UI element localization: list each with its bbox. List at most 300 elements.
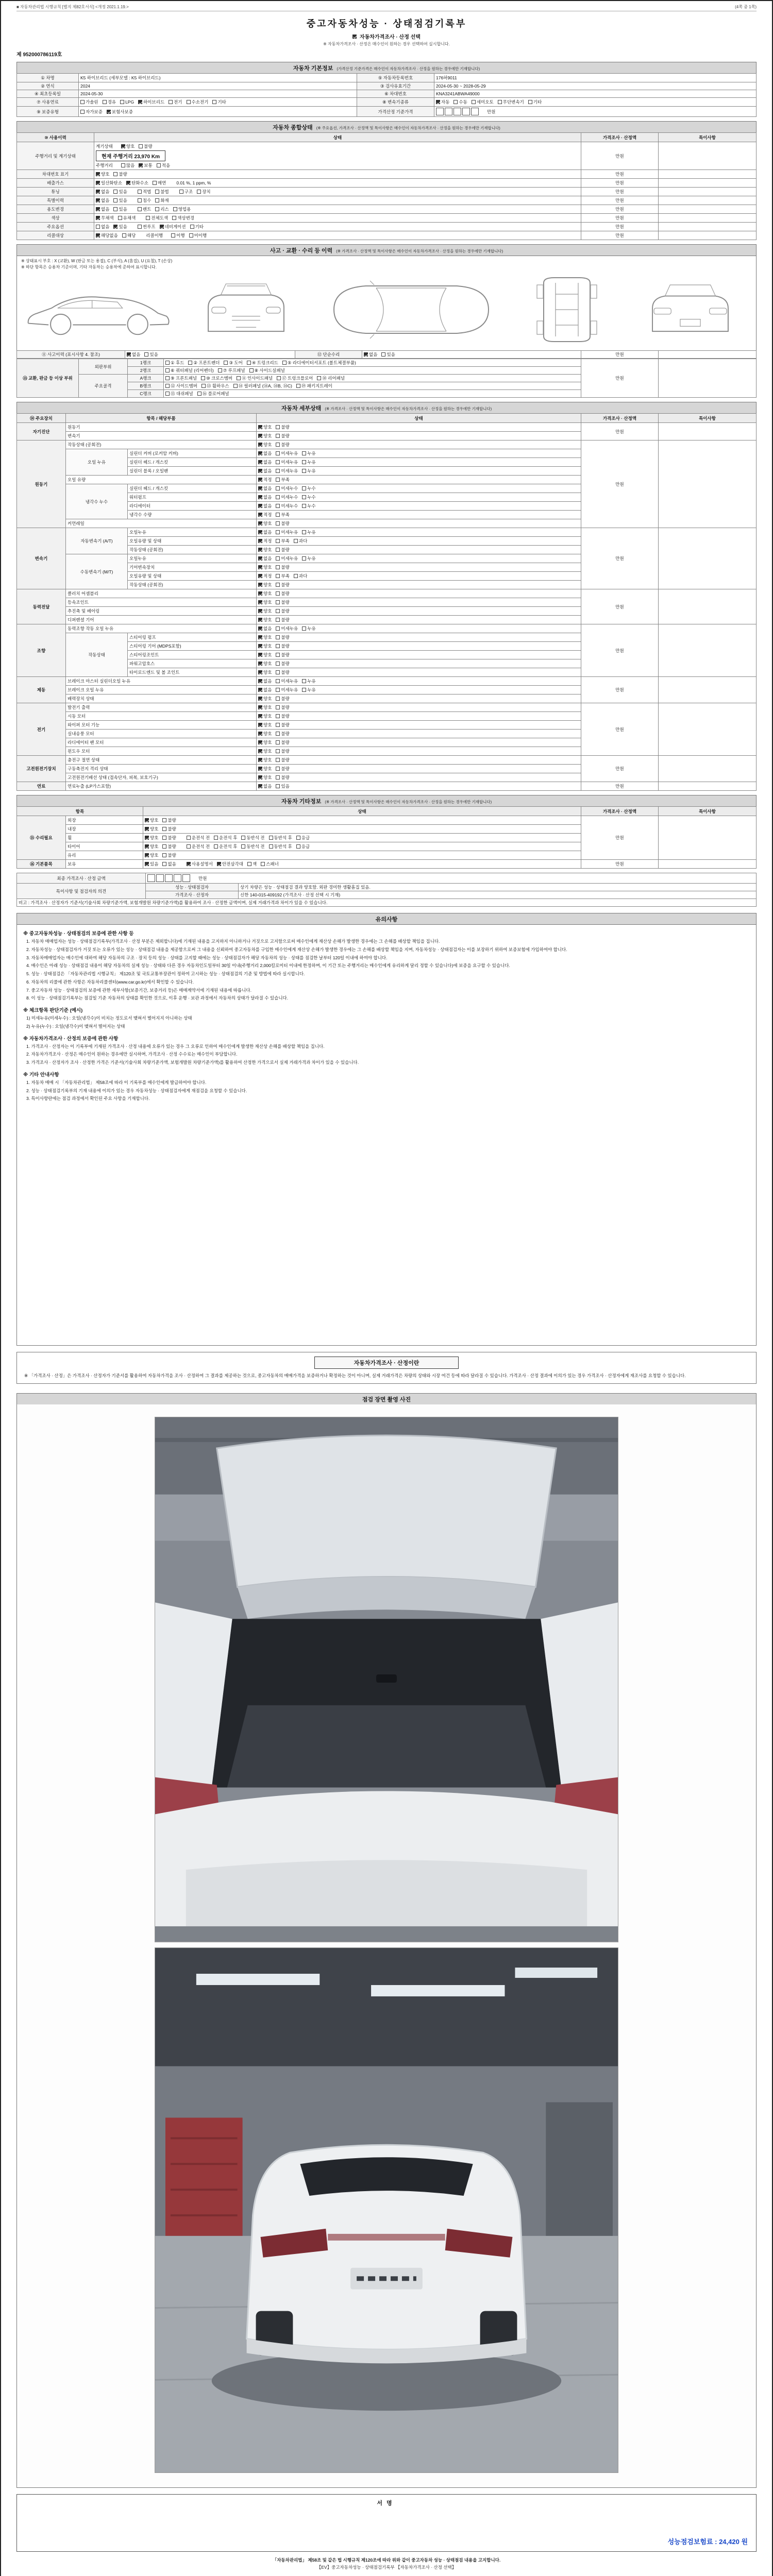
checkbox-option[interactable] xyxy=(269,843,292,850)
checkbox[interactable] xyxy=(302,504,306,508)
checkbox-option[interactable] xyxy=(276,503,298,509)
checkbox[interactable] xyxy=(317,376,321,380)
checkbox-option[interactable] xyxy=(120,99,134,105)
checkbox-option[interactable] xyxy=(258,494,272,500)
checkbox-option[interactable] xyxy=(145,861,158,867)
checkbox[interactable] xyxy=(258,583,262,587)
checkbox[interactable] xyxy=(472,100,476,104)
checkbox[interactable] xyxy=(122,233,126,238)
checkbox[interactable] xyxy=(381,352,385,357)
checkbox-option[interactable] xyxy=(173,206,191,212)
checkbox-option[interactable] xyxy=(165,360,184,366)
checkbox-option[interactable] xyxy=(276,766,289,772)
checkbox-option[interactable] xyxy=(261,861,279,867)
checkbox[interactable] xyxy=(155,190,159,194)
checkbox-option[interactable] xyxy=(258,582,272,588)
checkbox-option[interactable] xyxy=(258,766,272,772)
checkbox[interactable] xyxy=(261,862,265,866)
checkbox[interactable] xyxy=(276,565,280,569)
checkbox[interactable] xyxy=(258,443,262,447)
checkbox-option[interactable] xyxy=(258,625,272,632)
checkbox-option[interactable] xyxy=(258,520,272,527)
checkbox-option[interactable] xyxy=(258,424,272,430)
checkbox-option[interactable] xyxy=(201,375,232,381)
checkbox[interactable] xyxy=(237,376,241,380)
checkbox-option[interactable] xyxy=(169,99,182,105)
checkbox-option[interactable] xyxy=(113,189,127,195)
checkbox-option[interactable] xyxy=(96,206,109,212)
checkbox-option[interactable] xyxy=(138,224,156,230)
checkbox-option[interactable] xyxy=(155,197,169,204)
checkbox[interactable] xyxy=(96,198,100,202)
checkbox-option[interactable] xyxy=(157,162,170,168)
checkbox[interactable] xyxy=(282,361,287,365)
checkbox-option[interactable] xyxy=(276,450,298,456)
checkbox[interactable] xyxy=(144,352,148,357)
checkbox-option[interactable] xyxy=(165,367,214,374)
checkbox[interactable] xyxy=(249,368,254,372)
checkbox-option[interactable] xyxy=(276,538,289,544)
checkbox-option[interactable] xyxy=(276,748,289,754)
checkbox-option[interactable] xyxy=(269,835,292,841)
checkbox-option[interactable] xyxy=(113,206,127,212)
checkbox-option[interactable] xyxy=(258,634,272,640)
checkbox-option[interactable] xyxy=(96,232,118,239)
checkbox-option[interactable] xyxy=(276,512,289,518)
checkbox[interactable] xyxy=(276,775,280,779)
checkbox-option[interactable] xyxy=(162,843,176,850)
checkbox[interactable] xyxy=(113,190,117,194)
checkbox[interactable] xyxy=(302,679,306,683)
checkbox-option[interactable] xyxy=(247,861,257,867)
checkbox-option[interactable] xyxy=(96,189,109,195)
checkbox[interactable] xyxy=(145,853,149,857)
checkbox-option[interactable] xyxy=(96,197,109,204)
checkbox-option[interactable] xyxy=(162,826,176,832)
checkbox-option[interactable] xyxy=(258,555,272,562)
checkbox[interactable] xyxy=(276,556,280,561)
checkbox-option[interactable] xyxy=(107,109,133,115)
checkbox-option[interactable] xyxy=(276,634,289,640)
checkbox[interactable] xyxy=(187,844,191,849)
checkbox[interactable] xyxy=(296,836,300,840)
checkbox-option[interactable] xyxy=(276,739,289,745)
checkbox[interactable] xyxy=(276,548,280,552)
checkbox[interactable] xyxy=(162,836,166,840)
checkbox-option[interactable] xyxy=(277,375,313,381)
checkbox[interactable] xyxy=(258,679,262,683)
checkbox[interactable] xyxy=(121,144,125,148)
checkbox-option[interactable] xyxy=(190,224,204,230)
checkbox-option[interactable] xyxy=(214,843,237,850)
checkbox-option[interactable] xyxy=(258,617,272,623)
checkbox-option[interactable] xyxy=(187,835,210,841)
checkbox[interactable] xyxy=(276,451,280,455)
checkbox-option[interactable] xyxy=(201,383,229,389)
checkbox[interactable] xyxy=(302,530,306,534)
checkbox[interactable] xyxy=(96,190,100,194)
checkbox[interactable] xyxy=(302,688,306,692)
checkbox[interactable] xyxy=(189,233,193,238)
checkbox[interactable] xyxy=(276,478,280,482)
checkbox[interactable] xyxy=(258,521,262,526)
checkbox-option[interactable] xyxy=(258,538,272,544)
checkbox[interactable] xyxy=(276,443,280,447)
checkbox[interactable] xyxy=(190,225,194,229)
checkbox[interactable] xyxy=(364,352,368,357)
checkbox-option[interactable] xyxy=(302,503,315,509)
checkbox-option[interactable] xyxy=(144,351,158,358)
checkbox-option[interactable] xyxy=(276,696,289,702)
checkbox[interactable] xyxy=(258,565,262,569)
checkbox-option[interactable] xyxy=(258,468,272,474)
checkbox[interactable] xyxy=(214,836,218,840)
checkbox[interactable] xyxy=(145,818,149,822)
checkbox[interactable] xyxy=(276,749,280,753)
checkbox[interactable] xyxy=(302,486,306,490)
checkbox-option[interactable] xyxy=(218,367,245,374)
checkbox-option[interactable] xyxy=(121,143,135,149)
checkbox-option[interactable] xyxy=(302,625,315,632)
checkbox-option[interactable] xyxy=(96,171,109,177)
checkbox-option[interactable] xyxy=(258,652,272,658)
checkbox-option[interactable] xyxy=(276,529,298,535)
checkbox-option[interactable] xyxy=(276,590,289,597)
checkbox[interactable] xyxy=(258,478,262,482)
checkbox[interactable] xyxy=(276,530,280,534)
checkbox[interactable] xyxy=(138,198,142,202)
checkbox-option[interactable] xyxy=(258,459,272,465)
checkbox-option[interactable] xyxy=(153,180,166,186)
checkbox-option[interactable] xyxy=(276,424,289,430)
checkbox-option[interactable] xyxy=(126,180,148,186)
checkbox-option[interactable] xyxy=(162,852,176,858)
checkbox[interactable] xyxy=(258,600,262,604)
checkbox[interactable] xyxy=(187,100,191,104)
checkbox-option[interactable] xyxy=(187,843,210,850)
checkbox[interactable] xyxy=(188,361,192,365)
checkbox[interactable] xyxy=(80,110,85,114)
checkbox-option[interactable] xyxy=(155,189,169,195)
checkbox[interactable] xyxy=(258,548,262,552)
checkbox-option[interactable] xyxy=(258,608,272,614)
checkbox-option[interactable] xyxy=(241,835,264,841)
checkbox[interactable] xyxy=(258,495,262,499)
checkbox-option[interactable] xyxy=(187,99,209,105)
checkbox[interactable] xyxy=(187,836,191,840)
checkbox-option[interactable] xyxy=(258,678,272,684)
checkbox-option[interactable] xyxy=(276,608,289,614)
checkbox[interactable] xyxy=(276,714,280,718)
checkbox-option[interactable] xyxy=(258,503,272,509)
checkbox[interactable] xyxy=(155,207,159,211)
checkbox[interactable] xyxy=(107,110,111,114)
checkbox[interactable] xyxy=(113,225,117,229)
checkbox[interactable] xyxy=(162,853,166,857)
checkbox[interactable] xyxy=(233,384,238,388)
checkbox[interactable] xyxy=(258,784,262,788)
checkbox-option[interactable] xyxy=(276,704,289,710)
checkbox-option[interactable] xyxy=(276,774,289,781)
checkbox[interactable] xyxy=(113,172,117,176)
checkbox-option[interactable] xyxy=(155,206,169,212)
checkbox[interactable] xyxy=(172,216,176,220)
checkbox-option[interactable] xyxy=(162,817,176,823)
checkbox-option[interactable] xyxy=(80,99,98,105)
checkbox[interactable] xyxy=(436,100,440,104)
checkbox[interactable] xyxy=(276,591,280,596)
checkbox[interactable] xyxy=(145,836,149,840)
checkbox-option[interactable] xyxy=(276,459,298,465)
checkbox-option[interactable] xyxy=(118,215,136,221)
checkbox[interactable] xyxy=(162,827,166,831)
checkbox[interactable] xyxy=(127,352,131,357)
checkbox[interactable] xyxy=(276,758,280,762)
checkbox-option[interactable] xyxy=(276,625,298,632)
checkbox[interactable] xyxy=(212,100,216,104)
checkbox-option[interactable] xyxy=(258,529,272,535)
checkbox[interactable] xyxy=(302,451,306,455)
checkbox-option[interactable] xyxy=(276,468,298,474)
checkbox-option[interactable] xyxy=(258,590,272,597)
checkbox-option[interactable] xyxy=(258,739,272,745)
checkbox[interactable] xyxy=(276,513,280,517)
checkbox[interactable] xyxy=(302,556,306,561)
checkbox[interactable] xyxy=(241,844,245,849)
checkbox[interactable] xyxy=(276,662,280,666)
checkbox[interactable] xyxy=(258,539,262,543)
checkbox[interactable] xyxy=(453,100,458,104)
price-assessment-checkbox[interactable] xyxy=(352,35,357,39)
checkbox[interactable] xyxy=(165,392,170,396)
checkbox-option[interactable] xyxy=(381,351,395,358)
checkbox-option[interactable] xyxy=(276,757,289,763)
checkbox[interactable] xyxy=(96,172,100,176)
checkbox[interactable] xyxy=(241,836,245,840)
checkbox-option[interactable] xyxy=(233,383,292,389)
checkbox[interactable] xyxy=(126,181,130,185)
checkbox[interactable] xyxy=(276,574,280,578)
checkbox[interactable] xyxy=(277,376,281,380)
checkbox[interactable] xyxy=(258,697,262,701)
checkbox[interactable] xyxy=(138,225,142,229)
checkbox[interactable] xyxy=(276,784,280,788)
checkbox-option[interactable] xyxy=(528,99,542,105)
checkbox-option[interactable] xyxy=(145,835,158,841)
checkbox[interactable] xyxy=(258,609,262,613)
checkbox-option[interactable] xyxy=(276,669,289,675)
checkbox[interactable] xyxy=(258,451,262,455)
checkbox-option[interactable] xyxy=(247,360,278,366)
checkbox-option[interactable] xyxy=(498,99,524,105)
checkbox-option[interactable] xyxy=(296,383,332,389)
checkbox[interactable] xyxy=(96,233,100,238)
checkbox-option[interactable] xyxy=(302,459,315,465)
checkbox[interactable] xyxy=(258,513,262,517)
checkbox[interactable] xyxy=(258,425,262,429)
checkbox-option[interactable] xyxy=(472,99,494,105)
checkbox-option[interactable] xyxy=(139,143,152,149)
checkbox[interactable] xyxy=(276,600,280,604)
checkbox-option[interactable] xyxy=(145,817,158,823)
checkbox-option[interactable] xyxy=(276,713,289,719)
checkbox[interactable] xyxy=(96,225,100,229)
checkbox[interactable] xyxy=(169,100,173,104)
checkbox-option[interactable] xyxy=(276,477,289,483)
checkbox[interactable] xyxy=(224,361,228,365)
checkbox[interactable] xyxy=(258,574,262,578)
checkbox-option[interactable] xyxy=(139,162,152,168)
checkbox-option[interactable] xyxy=(258,731,272,737)
checkbox[interactable] xyxy=(258,740,262,744)
checkbox[interactable] xyxy=(145,844,149,849)
checkbox[interactable] xyxy=(118,216,122,220)
checkbox-option[interactable] xyxy=(217,861,243,867)
checkbox[interactable] xyxy=(296,384,300,388)
checkbox-option[interactable] xyxy=(317,375,345,381)
checkbox[interactable] xyxy=(258,758,262,762)
checkbox[interactable] xyxy=(258,688,262,692)
checkbox[interactable] xyxy=(247,862,251,866)
checkbox[interactable] xyxy=(276,469,280,473)
checkbox[interactable] xyxy=(146,216,150,220)
checkbox[interactable] xyxy=(121,163,125,167)
checkbox[interactable] xyxy=(276,618,280,622)
checkbox[interactable] xyxy=(187,862,191,866)
checkbox[interactable] xyxy=(171,233,175,238)
checkbox-option[interactable] xyxy=(276,485,298,492)
checkbox[interactable] xyxy=(276,723,280,727)
checkbox-option[interactable] xyxy=(296,835,310,841)
checkbox[interactable] xyxy=(165,368,170,372)
checkbox[interactable] xyxy=(113,198,117,202)
checkbox[interactable] xyxy=(276,504,280,508)
checkbox[interactable] xyxy=(302,495,306,499)
checkbox[interactable] xyxy=(276,583,280,587)
checkbox-option[interactable] xyxy=(276,783,289,789)
checkbox-option[interactable] xyxy=(165,391,193,397)
checkbox[interactable] xyxy=(528,100,532,104)
checkbox-option[interactable] xyxy=(127,351,140,358)
checkbox-option[interactable] xyxy=(276,643,289,649)
checkbox-option[interactable] xyxy=(179,189,193,195)
checkbox[interactable] xyxy=(276,434,280,438)
checkbox-option[interactable] xyxy=(165,383,197,389)
checkbox-option[interactable] xyxy=(258,512,272,518)
checkbox[interactable] xyxy=(96,207,100,211)
checkbox-option[interactable] xyxy=(249,367,285,374)
checkbox-option[interactable] xyxy=(294,573,307,579)
checkbox[interactable] xyxy=(276,644,280,648)
checkbox-option[interactable] xyxy=(212,99,226,105)
checkbox[interactable] xyxy=(258,486,262,490)
checkbox[interactable] xyxy=(113,207,117,211)
checkbox[interactable] xyxy=(269,844,273,849)
checkbox[interactable] xyxy=(276,732,280,736)
checkbox-option[interactable] xyxy=(302,494,315,500)
checkbox-option[interactable] xyxy=(276,433,289,439)
checkbox-option[interactable] xyxy=(302,555,315,562)
checkbox[interactable] xyxy=(258,775,262,779)
checkbox[interactable] xyxy=(138,190,142,194)
checkbox-option[interactable] xyxy=(276,617,289,623)
checkbox-option[interactable] xyxy=(302,450,315,456)
checkbox-option[interactable] xyxy=(276,582,289,588)
checkbox[interactable] xyxy=(276,653,280,657)
checkbox-option[interactable] xyxy=(294,538,307,544)
checkbox-option[interactable] xyxy=(276,722,289,728)
checkbox[interactable] xyxy=(258,723,262,727)
checkbox[interactable] xyxy=(269,836,273,840)
checkbox[interactable] xyxy=(96,216,100,220)
checkbox[interactable] xyxy=(276,495,280,499)
checkbox[interactable] xyxy=(258,749,262,753)
checkbox[interactable] xyxy=(276,609,280,613)
checkbox[interactable] xyxy=(162,818,166,822)
checkbox-option[interactable] xyxy=(258,687,272,693)
checkbox-option[interactable] xyxy=(436,99,449,105)
checkbox[interactable] xyxy=(258,705,262,709)
checkbox[interactable] xyxy=(197,190,201,194)
checkbox[interactable] xyxy=(258,662,262,666)
checkbox[interactable] xyxy=(276,460,280,464)
checkbox-option[interactable] xyxy=(214,835,237,841)
checkbox-option[interactable] xyxy=(302,678,315,684)
checkbox[interactable] xyxy=(302,626,306,631)
checkbox-option[interactable] xyxy=(258,713,272,719)
checkbox-option[interactable] xyxy=(172,215,194,221)
checkbox[interactable] xyxy=(138,207,142,211)
checkbox[interactable] xyxy=(276,539,280,543)
checkbox-option[interactable] xyxy=(258,722,272,728)
checkbox-option[interactable] xyxy=(364,351,377,358)
checkbox-option[interactable] xyxy=(160,224,186,230)
checkbox-option[interactable] xyxy=(258,696,272,702)
checkbox[interactable] xyxy=(218,368,222,372)
checkbox-option[interactable] xyxy=(258,660,272,667)
checkbox-option[interactable] xyxy=(122,232,136,239)
checkbox[interactable] xyxy=(258,644,262,648)
checkbox[interactable] xyxy=(296,844,300,849)
checkbox-option[interactable] xyxy=(162,861,176,867)
checkbox-option[interactable] xyxy=(258,774,272,781)
checkbox-option[interactable] xyxy=(224,360,242,366)
checkbox-option[interactable] xyxy=(258,450,272,456)
checkbox-option[interactable] xyxy=(241,843,264,850)
checkbox-option[interactable] xyxy=(302,687,315,693)
checkbox[interactable] xyxy=(276,697,280,701)
checkbox-option[interactable] xyxy=(276,731,289,737)
checkbox[interactable] xyxy=(103,100,107,104)
checkbox-option[interactable] xyxy=(258,599,272,605)
checkbox-option[interactable] xyxy=(302,468,315,474)
checkbox-option[interactable] xyxy=(80,109,103,115)
checkbox[interactable] xyxy=(153,181,157,185)
checkbox-option[interactable] xyxy=(276,678,298,684)
checkbox[interactable] xyxy=(258,635,262,639)
checkbox[interactable] xyxy=(302,460,306,464)
checkbox[interactable] xyxy=(197,392,201,396)
checkbox[interactable] xyxy=(139,163,143,167)
checkbox-option[interactable] xyxy=(121,162,135,168)
checkbox-option[interactable] xyxy=(113,224,127,230)
checkbox-option[interactable] xyxy=(302,485,315,492)
checkbox[interactable] xyxy=(294,539,298,543)
checkbox[interactable] xyxy=(258,591,262,596)
checkbox-option[interactable] xyxy=(258,757,272,763)
checkbox-option[interactable] xyxy=(258,433,272,439)
checkbox[interactable] xyxy=(247,361,251,365)
